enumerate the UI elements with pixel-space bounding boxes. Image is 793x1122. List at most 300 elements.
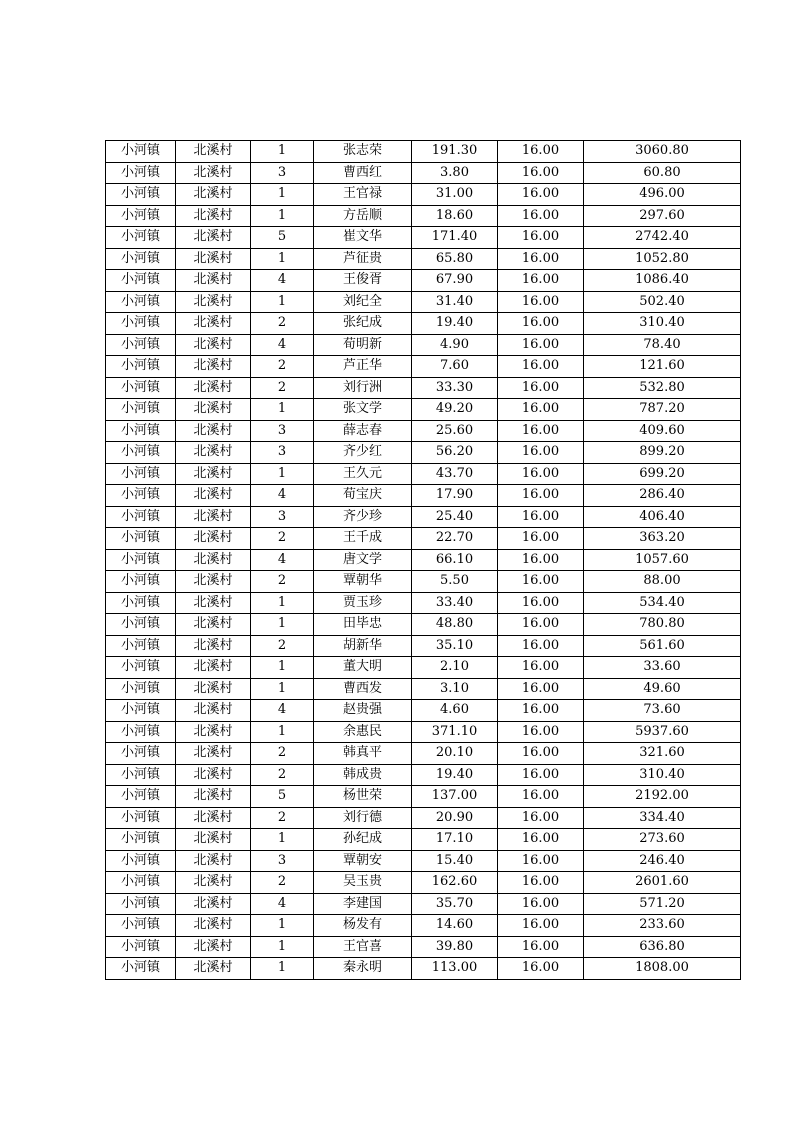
name-cell: 刘纪全 — [314, 291, 412, 313]
group-cell: 1 — [251, 248, 314, 270]
name-cell: 余惠民 — [314, 721, 412, 743]
table-row — [106, 356, 741, 378]
group-cell: 1 — [251, 184, 314, 206]
amount-cell: 321.60 — [584, 743, 741, 765]
group-cell: 2 — [251, 743, 314, 765]
group-cell: 1 — [251, 399, 314, 421]
village-cell: 北溪村 — [176, 786, 251, 808]
area-cell: 3.80 — [412, 162, 498, 184]
name-cell: 王官禄 — [314, 184, 412, 206]
village-cell: 北溪村 — [176, 184, 251, 206]
village-cell: 北溪村 — [176, 893, 251, 915]
amount-cell: 2601.60 — [584, 872, 741, 894]
village-cell: 北溪村 — [176, 678, 251, 700]
village-cell: 北溪村 — [176, 162, 251, 184]
table-row — [106, 764, 741, 786]
table-row — [106, 721, 741, 743]
town-cell: 小河镇 — [106, 936, 176, 958]
group-cell: 1 — [251, 205, 314, 227]
name-cell: 覃朝华 — [314, 571, 412, 593]
rate-cell: 16.00 — [498, 786, 584, 808]
table-row — [106, 506, 741, 528]
table-row — [106, 442, 741, 464]
group-cell: 1 — [251, 657, 314, 679]
group-cell: 4 — [251, 893, 314, 915]
table-row — [106, 420, 741, 442]
group-cell: 4 — [251, 270, 314, 292]
name-cell: 薛志春 — [314, 420, 412, 442]
village-cell: 北溪村 — [176, 936, 251, 958]
town-cell: 小河镇 — [106, 313, 176, 335]
area-cell: 4.90 — [412, 334, 498, 356]
table-row — [106, 528, 741, 550]
name-cell: 芦正华 — [314, 356, 412, 378]
name-cell: 张志荣 — [314, 141, 412, 163]
rate-cell: 16.00 — [498, 592, 584, 614]
table-row — [106, 700, 741, 722]
town-cell: 小河镇 — [106, 786, 176, 808]
town-cell: 小河镇 — [106, 872, 176, 894]
area-cell: 35.10 — [412, 635, 498, 657]
town-cell: 小河镇 — [106, 635, 176, 657]
table-row — [106, 162, 741, 184]
amount-cell: 1057.60 — [584, 549, 741, 571]
village-cell: 北溪村 — [176, 270, 251, 292]
amount-cell: 571.20 — [584, 893, 741, 915]
town-cell: 小河镇 — [106, 227, 176, 249]
town-cell: 小河镇 — [106, 248, 176, 270]
amount-cell: 1086.40 — [584, 270, 741, 292]
name-cell: 王久元 — [314, 463, 412, 485]
group-cell: 1 — [251, 936, 314, 958]
group-cell: 3 — [251, 850, 314, 872]
town-cell: 小河镇 — [106, 141, 176, 163]
village-cell: 北溪村 — [176, 141, 251, 163]
name-cell: 吴玉贵 — [314, 872, 412, 894]
town-cell: 小河镇 — [106, 205, 176, 227]
village-cell: 北溪村 — [176, 506, 251, 528]
rate-cell: 16.00 — [498, 829, 584, 851]
group-cell: 5 — [251, 786, 314, 808]
amount-cell: 699.20 — [584, 463, 741, 485]
name-cell: 杨世荣 — [314, 786, 412, 808]
name-cell: 曹西发 — [314, 678, 412, 700]
rate-cell: 16.00 — [498, 571, 584, 593]
amount-cell: 297.60 — [584, 205, 741, 227]
group-cell: 2 — [251, 356, 314, 378]
group-cell: 2 — [251, 635, 314, 657]
rate-cell: 16.00 — [498, 184, 584, 206]
amount-cell: 406.40 — [584, 506, 741, 528]
village-cell: 北溪村 — [176, 764, 251, 786]
group-cell: 2 — [251, 377, 314, 399]
table-row — [106, 614, 741, 636]
name-cell: 刘行德 — [314, 807, 412, 829]
name-cell: 王千成 — [314, 528, 412, 550]
rate-cell: 16.00 — [498, 807, 584, 829]
amount-cell: 33.60 — [584, 657, 741, 679]
table-row — [106, 829, 741, 851]
name-cell: 王官喜 — [314, 936, 412, 958]
rate-cell: 16.00 — [498, 743, 584, 765]
group-cell: 4 — [251, 700, 314, 722]
town-cell: 小河镇 — [106, 549, 176, 571]
table-row — [106, 184, 741, 206]
town-cell: 小河镇 — [106, 700, 176, 722]
name-cell: 方岳顺 — [314, 205, 412, 227]
village-cell: 北溪村 — [176, 571, 251, 593]
group-cell: 4 — [251, 485, 314, 507]
area-cell: 171.40 — [412, 227, 498, 249]
table-row — [106, 850, 741, 872]
area-cell: 48.80 — [412, 614, 498, 636]
table-row — [106, 141, 741, 163]
name-cell: 荀明新 — [314, 334, 412, 356]
rate-cell: 16.00 — [498, 850, 584, 872]
amount-cell: 363.20 — [584, 528, 741, 550]
town-cell: 小河镇 — [106, 399, 176, 421]
amount-cell: 409.60 — [584, 420, 741, 442]
village-cell: 北溪村 — [176, 829, 251, 851]
rate-cell: 16.00 — [498, 506, 584, 528]
amount-cell: 60.80 — [584, 162, 741, 184]
rate-cell: 16.00 — [498, 399, 584, 421]
town-cell: 小河镇 — [106, 807, 176, 829]
table-row — [106, 743, 741, 765]
rate-cell: 16.00 — [498, 528, 584, 550]
name-cell: 张纪成 — [314, 313, 412, 335]
group-cell: 2 — [251, 872, 314, 894]
amount-cell: 310.40 — [584, 764, 741, 786]
amount-cell: 1052.80 — [584, 248, 741, 270]
name-cell: 李建国 — [314, 893, 412, 915]
amount-cell: 273.60 — [584, 829, 741, 851]
group-cell: 1 — [251, 721, 314, 743]
area-cell: 4.60 — [412, 700, 498, 722]
group-cell: 4 — [251, 549, 314, 571]
name-cell: 张文学 — [314, 399, 412, 421]
amount-cell: 78.40 — [584, 334, 741, 356]
rate-cell: 16.00 — [498, 463, 584, 485]
amount-cell: 5937.60 — [584, 721, 741, 743]
name-cell: 胡新华 — [314, 635, 412, 657]
town-cell: 小河镇 — [106, 463, 176, 485]
area-cell: 19.40 — [412, 764, 498, 786]
village-cell: 北溪村 — [176, 420, 251, 442]
group-cell: 3 — [251, 442, 314, 464]
rate-cell: 16.00 — [498, 334, 584, 356]
rate-cell: 16.00 — [498, 958, 584, 980]
table-row — [106, 958, 741, 980]
group-cell: 2 — [251, 807, 314, 829]
rate-cell: 16.00 — [498, 549, 584, 571]
table-row — [106, 248, 741, 270]
town-cell: 小河镇 — [106, 485, 176, 507]
document-page — [105, 140, 740, 980]
rate-cell: 16.00 — [498, 270, 584, 292]
area-cell: 5.50 — [412, 571, 498, 593]
rate-cell: 16.00 — [498, 678, 584, 700]
rate-cell: 16.00 — [498, 227, 584, 249]
rate-cell: 16.00 — [498, 377, 584, 399]
area-cell: 20.10 — [412, 743, 498, 765]
village-cell: 北溪村 — [176, 721, 251, 743]
town-cell: 小河镇 — [106, 184, 176, 206]
area-cell: 67.90 — [412, 270, 498, 292]
group-cell: 2 — [251, 528, 314, 550]
amount-cell: 334.40 — [584, 807, 741, 829]
group-cell: 1 — [251, 291, 314, 313]
name-cell: 齐少红 — [314, 442, 412, 464]
rate-cell: 16.00 — [498, 356, 584, 378]
rate-cell: 16.00 — [498, 893, 584, 915]
village-cell: 北溪村 — [176, 291, 251, 313]
table-row — [106, 807, 741, 829]
rate-cell: 16.00 — [498, 141, 584, 163]
area-cell: 35.70 — [412, 893, 498, 915]
amount-cell: 121.60 — [584, 356, 741, 378]
amount-cell: 49.60 — [584, 678, 741, 700]
town-cell: 小河镇 — [106, 657, 176, 679]
table-row — [106, 313, 741, 335]
village-cell: 北溪村 — [176, 743, 251, 765]
town-cell: 小河镇 — [106, 743, 176, 765]
amount-cell: 780.80 — [584, 614, 741, 636]
group-cell: 2 — [251, 571, 314, 593]
group-cell: 5 — [251, 227, 314, 249]
table-row — [106, 334, 741, 356]
area-cell: 17.90 — [412, 485, 498, 507]
town-cell: 小河镇 — [106, 764, 176, 786]
town-cell: 小河镇 — [106, 571, 176, 593]
area-cell: 22.70 — [412, 528, 498, 550]
name-cell: 韩真平 — [314, 743, 412, 765]
name-cell: 王俊胥 — [314, 270, 412, 292]
rate-cell: 16.00 — [498, 420, 584, 442]
table-row — [106, 549, 741, 571]
rate-cell: 16.00 — [498, 205, 584, 227]
name-cell: 韩成贵 — [314, 764, 412, 786]
area-cell: 49.20 — [412, 399, 498, 421]
name-cell: 董大明 — [314, 657, 412, 679]
area-cell: 137.00 — [412, 786, 498, 808]
village-cell: 北溪村 — [176, 614, 251, 636]
table-body — [106, 141, 741, 980]
rate-cell: 16.00 — [498, 162, 584, 184]
group-cell: 2 — [251, 764, 314, 786]
amount-cell: 286.40 — [584, 485, 741, 507]
table-row — [106, 872, 741, 894]
area-cell: 65.80 — [412, 248, 498, 270]
table-row — [106, 678, 741, 700]
village-cell: 北溪村 — [176, 635, 251, 657]
rate-cell: 16.00 — [498, 700, 584, 722]
village-cell: 北溪村 — [176, 850, 251, 872]
town-cell: 小河镇 — [106, 721, 176, 743]
group-cell: 1 — [251, 678, 314, 700]
village-cell: 北溪村 — [176, 958, 251, 980]
table-row — [106, 377, 741, 399]
table-row — [106, 893, 741, 915]
area-cell: 3.10 — [412, 678, 498, 700]
area-cell: 113.00 — [412, 958, 498, 980]
rate-cell: 16.00 — [498, 764, 584, 786]
town-cell: 小河镇 — [106, 678, 176, 700]
town-cell: 小河镇 — [106, 420, 176, 442]
table-row — [106, 571, 741, 593]
town-cell: 小河镇 — [106, 162, 176, 184]
group-cell: 3 — [251, 162, 314, 184]
amount-cell: 532.80 — [584, 377, 741, 399]
area-cell: 56.20 — [412, 442, 498, 464]
village-cell: 北溪村 — [176, 356, 251, 378]
village-cell: 北溪村 — [176, 807, 251, 829]
town-cell: 小河镇 — [106, 334, 176, 356]
table-row — [106, 635, 741, 657]
table-row — [106, 936, 741, 958]
area-cell: 20.90 — [412, 807, 498, 829]
table-row — [106, 657, 741, 679]
rate-cell: 16.00 — [498, 721, 584, 743]
area-cell: 7.60 — [412, 356, 498, 378]
area-cell: 15.40 — [412, 850, 498, 872]
amount-cell: 233.60 — [584, 915, 741, 937]
amount-cell: 502.40 — [584, 291, 741, 313]
village-cell: 北溪村 — [176, 399, 251, 421]
group-cell: 1 — [251, 614, 314, 636]
rate-cell: 16.00 — [498, 635, 584, 657]
village-cell: 北溪村 — [176, 872, 251, 894]
amount-cell: 73.60 — [584, 700, 741, 722]
village-cell: 北溪村 — [176, 700, 251, 722]
area-cell: 39.80 — [412, 936, 498, 958]
table-row — [106, 399, 741, 421]
table-row — [106, 915, 741, 937]
group-cell: 1 — [251, 829, 314, 851]
area-cell: 18.60 — [412, 205, 498, 227]
town-cell: 小河镇 — [106, 506, 176, 528]
group-cell: 1 — [251, 463, 314, 485]
group-cell: 1 — [251, 915, 314, 937]
name-cell: 孙纪成 — [314, 829, 412, 851]
town-cell: 小河镇 — [106, 829, 176, 851]
town-cell: 小河镇 — [106, 270, 176, 292]
area-cell: 14.60 — [412, 915, 498, 937]
table-row — [106, 592, 741, 614]
table-row — [106, 270, 741, 292]
name-cell: 曹西红 — [314, 162, 412, 184]
name-cell: 田毕忠 — [314, 614, 412, 636]
village-cell: 北溪村 — [176, 485, 251, 507]
name-cell: 赵贵强 — [314, 700, 412, 722]
town-cell: 小河镇 — [106, 893, 176, 915]
amount-cell: 310.40 — [584, 313, 741, 335]
table-row — [106, 786, 741, 808]
village-cell: 北溪村 — [176, 334, 251, 356]
village-cell: 北溪村 — [176, 463, 251, 485]
amount-cell: 1808.00 — [584, 958, 741, 980]
village-cell: 北溪村 — [176, 528, 251, 550]
town-cell: 小河镇 — [106, 850, 176, 872]
village-cell: 北溪村 — [176, 205, 251, 227]
area-cell: 43.70 — [412, 463, 498, 485]
area-cell: 19.40 — [412, 313, 498, 335]
town-cell: 小河镇 — [106, 291, 176, 313]
name-cell: 荀宝庆 — [314, 485, 412, 507]
village-cell: 北溪村 — [176, 377, 251, 399]
name-cell: 刘行洲 — [314, 377, 412, 399]
town-cell: 小河镇 — [106, 442, 176, 464]
group-cell: 3 — [251, 506, 314, 528]
data-table — [105, 140, 741, 980]
amount-cell: 787.20 — [584, 399, 741, 421]
name-cell: 崔文华 — [314, 227, 412, 249]
group-cell: 4 — [251, 334, 314, 356]
group-cell: 1 — [251, 958, 314, 980]
group-cell: 1 — [251, 141, 314, 163]
amount-cell: 246.40 — [584, 850, 741, 872]
group-cell: 1 — [251, 592, 314, 614]
area-cell: 66.10 — [412, 549, 498, 571]
area-cell: 31.00 — [412, 184, 498, 206]
rate-cell: 16.00 — [498, 442, 584, 464]
name-cell: 秦永明 — [314, 958, 412, 980]
rate-cell: 16.00 — [498, 291, 584, 313]
amount-cell: 88.00 — [584, 571, 741, 593]
amount-cell: 3060.80 — [584, 141, 741, 163]
village-cell: 北溪村 — [176, 227, 251, 249]
town-cell: 小河镇 — [106, 528, 176, 550]
area-cell: 33.30 — [412, 377, 498, 399]
amount-cell: 2742.40 — [584, 227, 741, 249]
village-cell: 北溪村 — [176, 248, 251, 270]
village-cell: 北溪村 — [176, 915, 251, 937]
rate-cell: 16.00 — [498, 248, 584, 270]
area-cell: 191.30 — [412, 141, 498, 163]
area-cell: 2.10 — [412, 657, 498, 679]
amount-cell: 636.80 — [584, 936, 741, 958]
table-row — [106, 227, 741, 249]
table-row — [106, 291, 741, 313]
area-cell: 31.40 — [412, 291, 498, 313]
area-cell: 33.40 — [412, 592, 498, 614]
village-cell: 北溪村 — [176, 313, 251, 335]
name-cell: 齐少珍 — [314, 506, 412, 528]
rate-cell: 16.00 — [498, 657, 584, 679]
area-cell: 25.60 — [412, 420, 498, 442]
group-cell: 3 — [251, 420, 314, 442]
amount-cell: 496.00 — [584, 184, 741, 206]
town-cell: 小河镇 — [106, 377, 176, 399]
name-cell: 贾玉珍 — [314, 592, 412, 614]
town-cell: 小河镇 — [106, 958, 176, 980]
name-cell: 覃朝安 — [314, 850, 412, 872]
table-row — [106, 205, 741, 227]
town-cell: 小河镇 — [106, 614, 176, 636]
amount-cell: 561.60 — [584, 635, 741, 657]
town-cell: 小河镇 — [106, 592, 176, 614]
area-cell: 371.10 — [412, 721, 498, 743]
amount-cell: 534.40 — [584, 592, 741, 614]
village-cell: 北溪村 — [176, 442, 251, 464]
rate-cell: 16.00 — [498, 485, 584, 507]
amount-cell: 899.20 — [584, 442, 741, 464]
area-cell: 17.10 — [412, 829, 498, 851]
village-cell: 北溪村 — [176, 657, 251, 679]
name-cell: 杨发有 — [314, 915, 412, 937]
name-cell: 唐文学 — [314, 549, 412, 571]
rate-cell: 16.00 — [498, 313, 584, 335]
